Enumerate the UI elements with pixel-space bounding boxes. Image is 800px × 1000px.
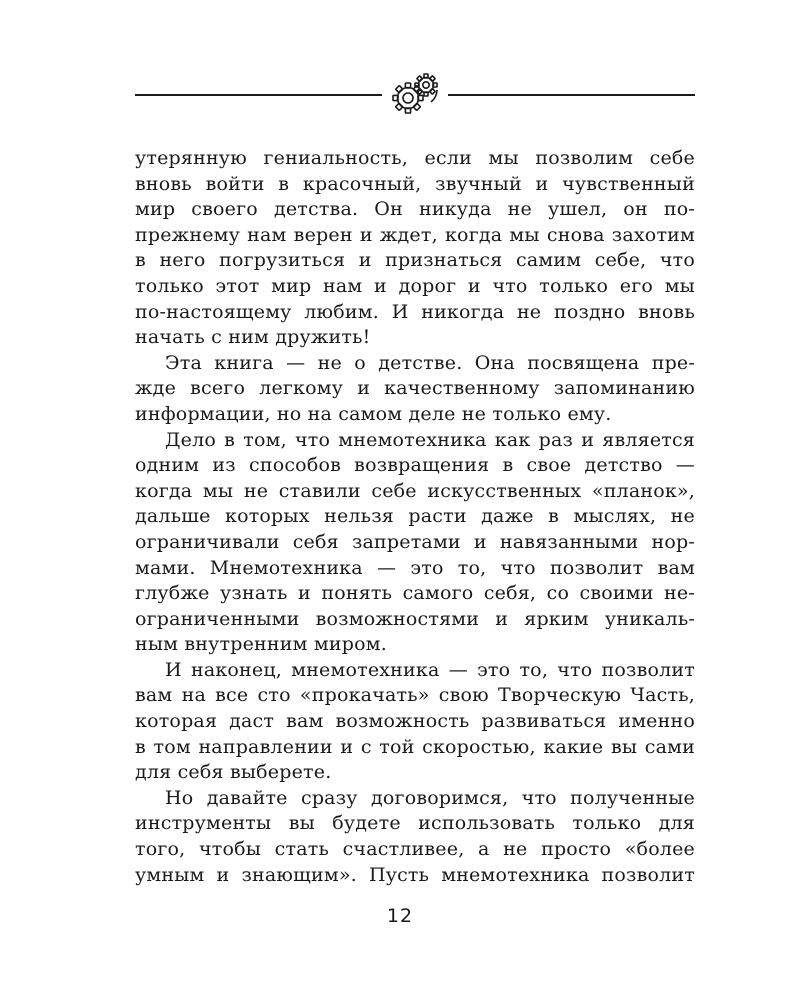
gears-icon	[387, 70, 445, 118]
text-line: в том направлении и с той скоростью, какие вы сами	[135, 735, 695, 758]
text-line: вам на все сто «прокачать» свою Творческую Часть,	[135, 684, 695, 707]
text-line: информации, но на самом деле не только ему.	[135, 402, 612, 425]
text-line: вновь войти в красочный, звучный и чувственный	[135, 172, 695, 195]
text-line: ным внутренним миром.	[135, 633, 387, 656]
text-line: одним из способов возвращения в свое детство —	[135, 454, 695, 477]
text-line: утерянную гениальность, если мы позволим себе	[135, 147, 695, 169]
text-line: начать с ним дружить!	[135, 326, 371, 349]
text-line: мами. Мнемотехника — это то, что позволит вам	[135, 556, 695, 579]
text-line: которая даст вам возможность развиваться именно	[135, 710, 695, 733]
body-text	[135, 146, 695, 888]
text-line: того, чтобы стать счастливее, а не просто «более	[135, 838, 695, 861]
text-line: прежнему нам верен и ждет, когда мы снова захотим	[135, 223, 695, 246]
ornament-rule-right	[448, 94, 695, 96]
text-line: в него погрузиться и признаться самим себе, что	[135, 249, 695, 272]
text-line: Дело в том, что мнемотехника как раз и является	[165, 428, 695, 451]
text-line: ограничивали себя запретами и навязанными нор-	[135, 530, 695, 553]
text-line: Эта книга — не о детстве. Она посвящена пре-	[165, 351, 695, 374]
text-line: дальше которых нельзя расти даже в мыслях, не	[135, 505, 695, 528]
text-line: жде всего легкому и качественному запоминанию	[135, 377, 695, 400]
text-line: по-настоящему любим. И никогда не поздно вновь	[135, 300, 695, 323]
text-line: глубже узнать и понять самого себя, со своими не-	[135, 582, 695, 605]
text-line: И наконец, мнемотехника — это то, что позволит	[165, 658, 695, 681]
chapter-ornament-header	[135, 70, 695, 120]
text-line: ограниченными возможностями и ярким уникаль-	[135, 607, 695, 630]
text-line: для себя выберете.	[135, 761, 332, 784]
text-line: Но давайте сразу договоримся, что полученные	[165, 786, 695, 809]
text-line: инструменты вы будете использовать только для	[135, 812, 695, 835]
text-line: мир своего детства. Он никуда не ушел, он по-	[135, 198, 695, 221]
text-line: когда мы не ставили себе искусственных «планок»,	[135, 479, 695, 502]
text-line: умным и знающим». Пусть мнемотехника позволит	[135, 863, 695, 886]
page-number: 12	[386, 905, 414, 927]
ornament-rule-left	[135, 94, 382, 96]
text-line: только этот мир нам и дорог и что только его мы	[135, 274, 695, 297]
